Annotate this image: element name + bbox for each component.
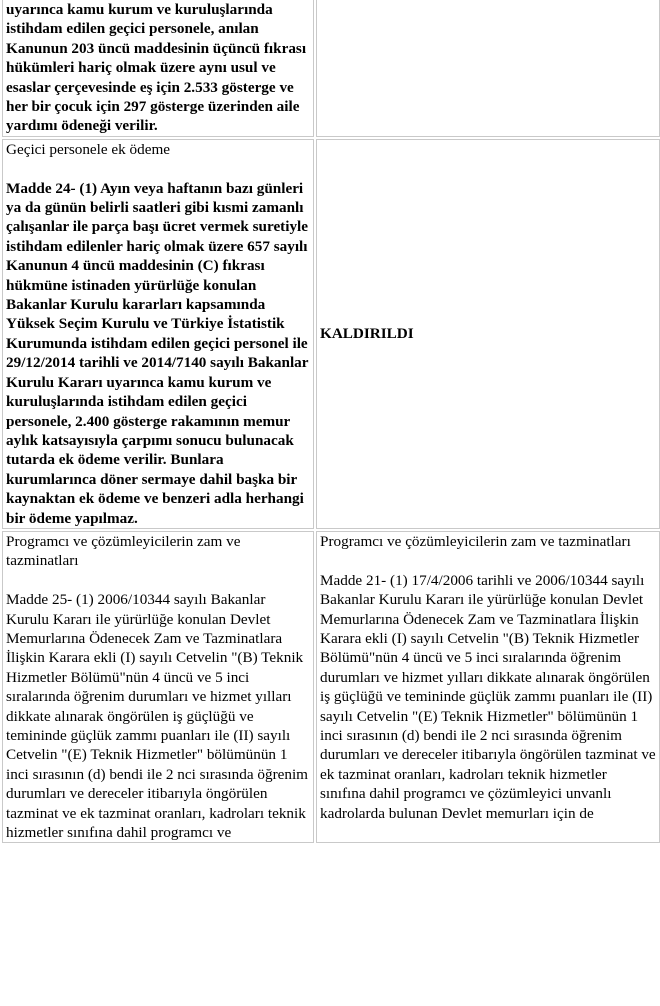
article-text: Madde 24- (1) Ayın veya haftanın bazı günleri ya da günün belirli saatleri gibi kısmi zamanlı çalışanlar ile parça başı ücret vermek suretiyle istihdam edilenler hariç olmak üzere 657 sayılı Kanunun 4 üncü maddesinin (C) fıkrası hükmüne istinaden yürürlüğe konulan Bakanlar Kurulu kararları kapsamında Yüksek Seçim Kurulu ve Türkiye İstatistik Kurumunda istihdam edilen geçici personel ile 29/12/2014 tarihli ve 2014/7140 sayılı Bakanlar Kurulu Kararı uyarınca kamu kurum ve kuruluşlarında istihdam edilen geçici personele, 2.400 gösterge rakamının memur aylık katsayısıyla çarpımı sonucu bulunacak tutarda ek ödeme verilir. Bunlara kurumlarınca döner sermaye dahil başka bir kaynaktan ek ödeme ve benzeri adla herhangi bir ödeme yapılmaz. — [6, 179, 309, 527]
paragraph-gap — [6, 571, 310, 590]
table-row — [2, 0, 660, 137]
table-row — [2, 139, 660, 529]
article-heading: Geçici personele ek ödeme — [6, 140, 171, 158]
article-text: Madde 25- (1) 2006/10344 sayılı Bakanlar Kurulu Kararı ile yürürlüğe konulan Devlet Memurlarına Ödenecek Zam ve Tazminatlara İlişkin Karara ekli (I) sayılı Cetvelin "(B) Teknik Hizmetler Bölümü"nün 4 üncü ve 5 inci sıralarında öğrenim durumları ve hizmet yılları dikkate alınarak öngörülen iş güçlüğü ve temininde güçlük zammı puanları ile (II) sayılı Cetvelin "(E) Teknik Hizmetler" bölümünün 1 inci sırasının (d) bendi ile 2 nci sırasında öğrenim durumları ve dereceler itibarıyla öngörülen tazminat ve ek tazminat oranları, kadroları teknik hizmetler sınıfına dahil programcı ve — [6, 591, 308, 842]
table-cell-left — [2, 0, 314, 137]
article-text: Madde 21- (1) 17/4/2006 tarihli ve 2006/10344 sayılı Bakanlar Kurulu Kararı ile yürürlüğe konulan Devlet Memurlarına Ödenecek Zam ve Tazminatlara İlişkin Karara ekli (I) sayılı Cetvelin "(B) Teknik Hizmetler Bölümü"nün 4 üncü ve 5 inci sıralarında öğrenim durumları ve hizmet yılları dikkate alınarak öngörülen iş güçlüğü ve temininde güçlük zammı puanları ile (II) sayılı Cetvelin "(E) Teknik Hizmetler" bölümünün 1 inci sırasının (d) bendi ile 2 nci sırasında öğrenim durumları ve dereceler itibarıyla öngörülen tazminat ve ek tazminat oranları, kadroları teknik hizmetler sınıfına dahil programcı ve çözümleyici unvanlı kadrolarda bulunan Devlet memurları için de — [320, 571, 656, 822]
table-cell-left — [2, 139, 314, 529]
table-cell-right — [316, 0, 660, 137]
paragraph-gap — [6, 159, 310, 178]
table-cell-left — [2, 531, 314, 843]
table-cell-right — [316, 531, 660, 843]
article-heading: Programcı ve çözümleyicilerin zam ve tazminatları — [6, 532, 241, 570]
removed-label: KALDIRILDI — [320, 325, 414, 343]
cell-paragraph: uyarınca kamu kurum ve kuruluşlarında istihdam edilen geçici personele, anılan Kanunun 203 üncü maddesinin üçüncü fıkrası hükümleri hariç olmak üzere aynı usul ve esaslar çerçevesinde eş için 2.533 gösterge ve her bir çocuk için 297 gösterge üzerinden aile yardımı ödeneği verilir. — [6, 1, 307, 135]
paragraph-gap — [320, 551, 656, 570]
article-heading: Programcı ve çözümleyicilerin zam ve tazminatları — [320, 532, 631, 550]
table-cell-right — [316, 139, 660, 529]
table-row — [2, 531, 660, 843]
